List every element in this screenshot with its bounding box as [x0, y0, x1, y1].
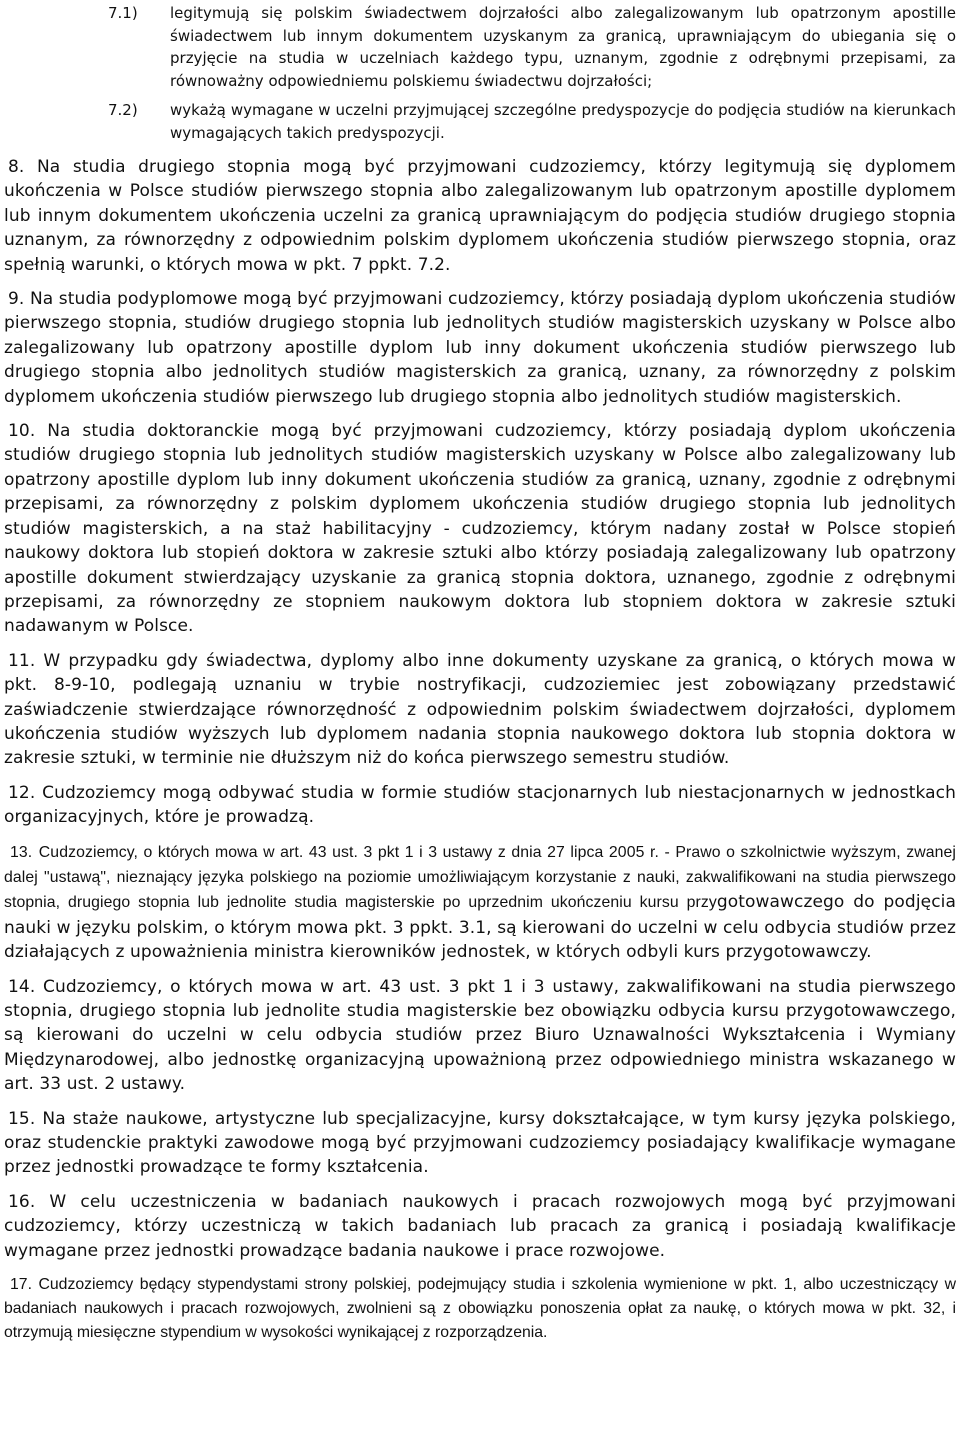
paragraph-16 [4, 1190, 956, 1263]
paragraph-9 [4, 287, 956, 409]
paragraph-17 [4, 1273, 956, 1346]
paragraph-number: 15. [8, 1108, 36, 1129]
paragraph-text: Na staże naukowe, artystyczne lub specjalizacyjne, kursy dokształcające, w tym kursy języka polskiego, oraz studenckie praktyki zawodowe mogą być przyjmowani cudzoziemcy posiadający kwalifikacje wymagane przez jednostki prowadzące te formy kształcenia. [4, 1108, 956, 1178]
paragraph-text: W celu uczestniczenia w badaniach naukowych i pracach rozwojowych mogą być przyjmowani cudzoziemcy, którzy uczestniczą w takich badaniach lub pracach za granicą i posiadają kwalifikacje wymagane przez jednostki prowadzące badania naukowe i prace rozwojowe. [4, 1191, 956, 1261]
subpoint-text: legitymują się polskim świadectwem dojrzałości albo zalegalizowanym lub opatrzonym apostille świadectwem lub innym dokumentem uzyskanym za granicą, uprawniającym do ubiegania się o przyjęcie na studia w uczelniach każdego typu, uznanym, zgodnie z odrębnymi przepisami, za równoważny odpowiedniemu polskiemu świadectwu dojrzałości; [170, 4, 956, 90]
paragraph-number: 13. [10, 843, 33, 861]
subpoint-number: 7.2) [108, 101, 138, 119]
paragraph-13 [4, 840, 956, 965]
subpoint-number: 7.1) [108, 4, 138, 22]
paragraph-number: 17. [10, 1276, 32, 1294]
paragraph-text: Na studia podyplomowe mogą być przyjmowani cudzoziemcy, którzy posiadają dyplom ukończenia studiów pierwszego stopnia, studiów drugiego stopnia lub jednolitych studiów magisterskich uzyskany w Polsce albo zalegalizowany lub opatrzony apostille dyplom lub inny dokument ukończenia studiów pierwszego lub drugiego stopnia albo jednolitych studiów magisterskich za granicą, uznany, za równorzędny z polskim dyplomem ukończenia studiów pierwszego lub drugiego stopnia albo jednolitych studiów magisterskich. [4, 289, 956, 407]
paragraph-15 [4, 1107, 956, 1180]
paragraph-text-sans: Cudzoziemcy, o których mowa w art. 43 ust. 3 pkt 1 i 3 ustawy z dnia 27 lipca 2005 r. - Prawo o szkolnictwie wyższym, zwanej dalej "ustawą", nieznający języka polskiego na poziomie umożliwiającym korzystanie z nauki, zakwalifikowani na studia pierwszego stopnia, drugiego stopnia lub jednolite studia magisterskie po uprzednim ukończeniu kursu przy [4, 843, 956, 912]
paragraph-text: Na studia doktoranckie mogą być przyjmowani cudzoziemcy, którzy posiadają dyplom ukończenia studiów drugiego stopnia lub jednolitych studiów magisterskich uzyskany w Polsce albo zalegalizowany lub opatrzony apostille dyplom lub inny dokument ukończenia studiów za granicą, uznany, zgodnie z odrębnymi przepisami, za równorzędny z polskim dyplomem ukończenia studiów drugiego stopnia lub jednolitych studiów magisterskich, a na staż habilitacyjny - cudzoziemcy, którym nadany został w Polsce stopień naukowy doktora lub stopień doktora w zakresie sztuki albo którzy posiadają zalegalizowany lub opatrzony apostille dokument stwierdzający uzyskanie za granicą stopnia doktora, uznanego, zgodnie z odrębnymi przepisami, za równorzędny ze stopniem naukowym doktora lub stopniem doktora w zakresie sztuki nadawanym w Polsce. [4, 421, 956, 637]
paragraph-text: gotowawczego do podjęcia nauki w języku polskim, o którym mowa pkt. 3 ppkt. 3.1, są kierowani do uczelni w celu odbycia studiów przez działających z upoważnienia ministra kierowników jednostek, w których odbyli kurs przygotowawczy. [4, 892, 956, 963]
paragraph-number: 16. [8, 1191, 36, 1212]
paragraph-number: 11. [8, 650, 36, 671]
paragraph-10 [4, 419, 956, 639]
paragraph-number: 9. [8, 289, 25, 310]
paragraph-text: Cudzoziemcy, o których mowa w art. 43 ust. 3 pkt 1 i 3 ustawy, zakwalifikowani na studia pierwszego stopnia, drugiego stopnia lub jednolite studia magisterskie bez obowiązku odbycia kursu przygotowawczego, są kierowani do uczelni w celu odbycia studiów przez Biuro Uznawalności Wykształcenia i Wymiany Międzynarodowej, albo jednostkę organizacyjną upoważnioną przez odpowiedniego ministra wskazanego w art. 33 ust. 2 ustawy. [4, 976, 956, 1095]
paragraph-number: 14. [8, 976, 36, 997]
subpoint-7-2 [108, 99, 956, 144]
paragraph-text: Cudzoziemcy mogą odbywać studia w formie studiów stacjonarnych lub niestacjonarnych w jednostkach organizacyjnych, które je prowadzą. [4, 782, 956, 828]
paragraph-number: 12. [8, 782, 36, 803]
paragraph-text: Cudzoziemcy będący stypendystami strony polskiej, podejmujący studia i szkolenia wymienione w pkt. 1, albo uczestniczący w badaniach naukowych i pracach rozwojowych, zwolnieni są z obowiązku ponoszenia opłat za naukę, o których mowa w pkt. 32, i otrzymują miesięczne stypendium w wysokości wynikającej z rozporządzenia. [4, 1276, 957, 1342]
paragraph-11 [4, 649, 956, 771]
paragraph-text: W przypadku gdy świadectwa, dyplomy albo inne dokumenty uzyskane za granicą, o których mowa w pkt. 8-9-10, podlegają uznaniu w trybie nostryfikacji, cudzoziemiec jest zobowiązany przedstawić zaświadczenie stwierdzające równorzędność z odpowiednim polskim świadectwem dojrzałości, dyplomem ukończenia studiów wyższych lub dyplomem nadania stopnia naukowego doktora lub stopnia doktora w zakresie sztuki, w terminie nie dłuższym niż do końca pierwszego semestru studiów. [4, 650, 956, 769]
paragraph-8 [4, 155, 956, 277]
paragraph-text: Na studia drugiego stopnia mogą być przyjmowani cudzoziemcy, którzy legitymują się dyplomem ukończenia w Polsce studiów pierwszego stopnia albo zalegalizowanym lub opatrzonym apostille dyplomem lub innym dokumentem ukończenia uczelni za granicą uprawniającym do podjęcia studiów drugiego stopnia uznanym, za równorzędny z odpowiednim polskim dyplomem ukończenia studiów pierwszego stopnia, oraz spełnią warunki, o których mowa w pkt. 7 ppkt. 7.2. [4, 157, 956, 275]
subpoint-7-1 [108, 2, 956, 92]
paragraph-number: 8. [8, 157, 25, 177]
paragraph-number: 10. [8, 421, 36, 442]
paragraph-12 [4, 781, 956, 830]
subpoint-text: wykażą wymagane w uczelni przyjmującej szczególne predyspozycje do podjęcia studiów na kierunkach wymagających takich predyspozycji. [170, 101, 956, 142]
paragraph-14 [4, 975, 956, 1097]
